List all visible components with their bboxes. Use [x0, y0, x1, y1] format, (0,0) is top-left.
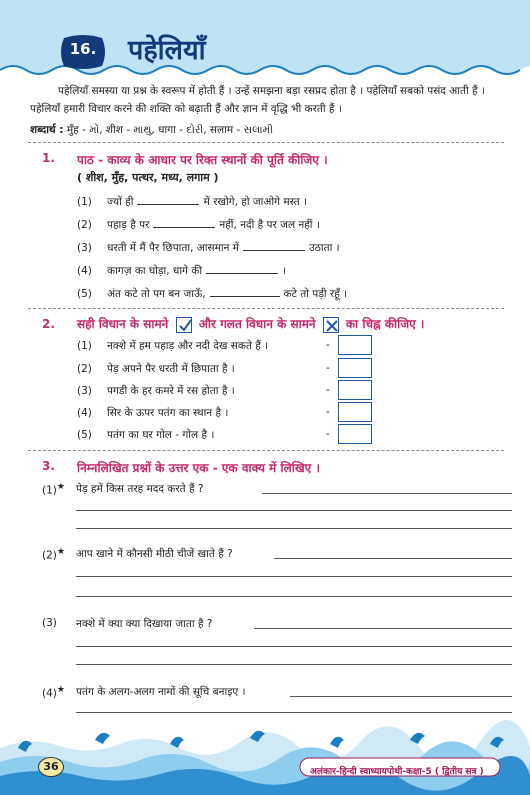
q2-answer-box-4[interactable]	[338, 402, 372, 422]
footer-book-title: अलंकार-हिन्दी स्वाध्यायपोथी-कक्षा-5 ( द्वितीय सत्र )	[310, 767, 484, 777]
q1-item-1: (1) ज्यों ही में रखोगे, हो जाओगे मस्त ।	[77, 196, 308, 208]
intro-line-2: पहेलियाँ हमारी विचार करने की शक्ति को बढ़ाती हैं और ज्ञान में वृद्धि भी करती हैं ।	[30, 103, 342, 115]
q1-item-3: (3) धरती में मैं पैर छिपाता, आसमान में उठाता ।	[77, 242, 340, 254]
footer-waves	[0, 718, 530, 795]
q2-item-4: (4) सिर के ऊपर पतंग का स्थान है ।	[77, 407, 229, 419]
glossary-label: शब्दार्थ :	[30, 124, 64, 136]
tick-icon	[176, 317, 192, 333]
q3-item-2-text: आप खाने में कौनसी मीठी चीजें खाते हैं ?	[76, 548, 233, 560]
answer-blank[interactable]	[137, 204, 199, 205]
q3-item-4-number: (4)★	[42, 685, 65, 700]
q1-item-4: (4) कागज़ का घोड़ा, धागे की ।	[77, 265, 287, 277]
cross-icon	[323, 317, 339, 333]
answer-line[interactable]	[76, 596, 512, 597]
q2-item-5: (5) पतंग का घर गोल - गोल है ।	[77, 429, 215, 441]
q1-number: 1.	[42, 151, 55, 165]
answer-line[interactable]	[274, 558, 512, 559]
q1-word-bank: ( शीश, मुँह, पत्थर, मध्य, लगाम )	[77, 171, 219, 184]
q3-item-3-text: नक्शे में क्या क्या दिखाया जाता है ?	[76, 618, 213, 630]
glossary	[30, 123, 273, 137]
q1-title: पाठ - काव्य के आधार पर रिक्त स्थानों की पूर्ति कीजिए ।	[77, 153, 328, 167]
answer-line[interactable]	[76, 664, 512, 665]
divider	[28, 142, 504, 143]
q3-item-4-text: पतंग के अलग-अलग नामों की सूचि बनाइए ।	[76, 686, 246, 698]
answer-line[interactable]	[76, 712, 512, 713]
q2-dash: -	[326, 339, 330, 351]
answer-line[interactable]	[76, 576, 512, 577]
q2-item-3: (3) पगडी के हर कमरे में रस होता है ।	[77, 385, 235, 397]
q3-item-3-number: (3)	[42, 617, 57, 629]
q2-number: 2.	[42, 317, 55, 331]
divider	[28, 308, 504, 309]
intro-paragraph	[30, 82, 510, 118]
answer-line[interactable]	[290, 696, 512, 697]
answer-blank[interactable]	[206, 273, 278, 274]
answer-line[interactable]	[254, 628, 512, 629]
q2-title: सही विधान के सामने और गलत विधान के सामने का चिह्न कीजिए ।	[77, 317, 425, 331]
q3-number: 3.	[42, 459, 55, 473]
q1-item-2: (2) पहाड़ है पर नहीं, नदी है पर जल नहीं ।	[77, 219, 320, 231]
answer-blank[interactable]	[210, 296, 280, 297]
q2-answer-box-5[interactable]	[338, 424, 372, 444]
divider	[28, 450, 504, 451]
q2-answer-box-2[interactable]	[338, 358, 372, 378]
answer-line[interactable]	[262, 493, 512, 494]
lesson-title: पहेलियाँ	[128, 35, 206, 66]
answer-line[interactable]	[76, 510, 512, 511]
q3-item-1-number: (1)★	[42, 482, 65, 497]
answer-blank[interactable]	[243, 250, 305, 251]
q3-item-1-text: पेड़ हमें किस तरह मदद करते हैं ?	[76, 483, 204, 495]
q2-dash: -	[326, 362, 330, 374]
intro-line-1: पहेलियाँ समस्या या प्रश्न के स्वरूप में होती हैं । उन्हें समझना बड़ा रसप्रद होता है । पहेलियाँ सबको पसंद आती हैं ।	[58, 85, 485, 97]
lesson-number: 16.	[69, 40, 97, 58]
q2-dash: -	[326, 384, 330, 396]
answer-blank[interactable]	[153, 227, 215, 228]
page-number: 36	[38, 757, 64, 777]
q2-item-1: (1) नक्शे में हम पहाड़ और नदी देख सकते हैं ।	[77, 340, 269, 352]
q2-dash: -	[326, 406, 330, 418]
q2-answer-box-3[interactable]	[338, 380, 372, 400]
q2-dash: -	[326, 428, 330, 440]
q1-item-5: (5) अंत कटे तो पग बन जाऊँ, कटे तो पड़ी रहूँ ।	[77, 288, 348, 300]
q3-item-2-number: (2)★	[42, 547, 65, 562]
answer-line[interactable]	[76, 646, 512, 647]
answer-line[interactable]	[76, 528, 512, 529]
q2-item-2: (2) पेड़ अपने पैर धरती में छिपाता है ।	[77, 363, 235, 375]
glossary-text: मुँह - મોં, शीश - માથું, धागा - દોરી, सलाम - સલામી	[63, 124, 274, 136]
q2-answer-box-1[interactable]	[338, 335, 372, 355]
q3-title: निम्नलिखित प्रश्नों के उत्तर एक - एक वाक्य में लिखिए ।	[77, 461, 321, 475]
